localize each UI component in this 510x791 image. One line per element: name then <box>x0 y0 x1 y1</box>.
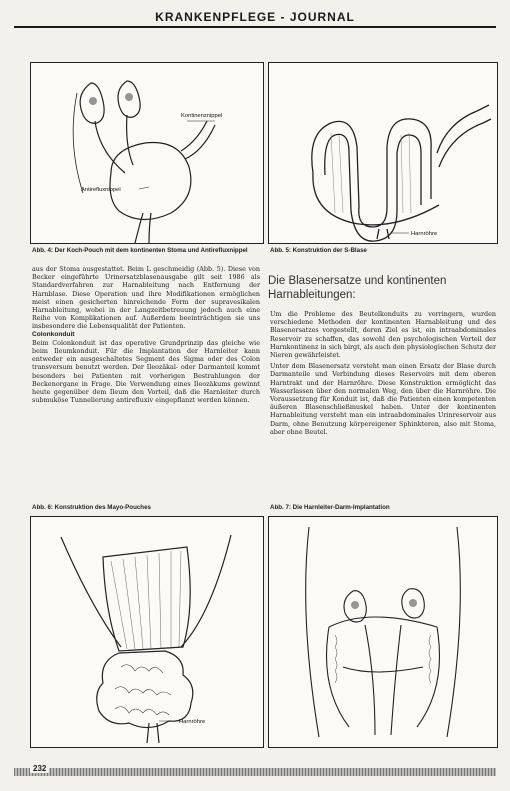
figure-4-koch-pouch <box>30 62 264 244</box>
left-text-column <box>32 265 260 404</box>
left-paragraph-2: Beim Colonkonduit ist das operative Grundprinzip das gleiche wie beim Ileumkonduit. Für die Implantation der Harnleiter kann entweder ein ausgeschaltetes Segment des Sigma oder des Colon transversum benutzt werden. Der Ileozäkal- oder Darmanteil kommt besonders bei Patienten mit vorherigen Bestrahlungen der Beckenorgane in Frage. Die Verwendung eines Ileozäkums gewinnt heute gegenüber dem Ileum den Vorteil, daß die Harnleiter durch submuköse Tunnelierung antirefluxiv eingepflanzt werden können. <box>32 338 260 405</box>
left-paragraph-1: aus der Stoma ausgestattet. Beim L geschmeidig (Abb. 5). Diese von Becker eingeführte Urinersatzblasenausgabe gilt seit 1986 als Standardverfahren zur Harnableitung nach Entfernung der Harnblase. Diese Operation und ihre Modifikationen ermöglichen meist einen gesicherten hinreichende Form der supravesikalen Harnableitung, wobei in der Langzeitbetreuung jedoch auch eine Reihe von Komplikationen auf. Außerdem beeinträchtigen sie uns insbesondere die Lebensqualität der Patienten. <box>32 265 260 331</box>
figure-6-mayo-pouch <box>30 516 264 748</box>
subhead-colonkonduit: Colonkonduit <box>32 330 75 338</box>
figure-4-drawing <box>31 63 263 243</box>
figure-6-caption: Abb. 6: Konstruktion des Mayo-Pouches <box>32 504 151 511</box>
label-harnroehre-fig6: Harnröhre <box>179 719 206 725</box>
label-harnroehre-fig5: Harnröhre <box>411 231 438 237</box>
figure-5-s-blase <box>268 62 498 244</box>
masthead: KRANKENPFLEGE - JOURNAL <box>155 10 355 24</box>
label-kontinenznippel: Kontinenznippel <box>181 113 223 119</box>
pouch-shape <box>110 143 191 220</box>
figure-7-caption: Abb. 7: Die Harnleiter-Darm-Implantation <box>270 504 390 511</box>
figure-7-implantation <box>268 516 498 748</box>
figure-4-caption: Abb. 4: Der Koch-Pouch mit dem kontinenten Stoma und Antirefluxnippel <box>32 247 248 254</box>
figure-5-drawing <box>269 63 497 243</box>
figure-7-drawing <box>269 517 497 747</box>
right-paragraph-2: Unter dem Blasenersatz versteht man einen Ersatz der Blase durch Darmanteile und Verbindung dieses Reservoirs mit dem oberen Harntrakt und der Harnröhre. Diese Konstruktion ermöglicht das Wasserlassen über den normalen Weg, den über die Harnröhre. Die Voraussetzung für Konduit ist, daß die Patienten einen kompetenten äußeren Blasenschließmuskel haben. Unter der kontinenten Harnableitung versteht man ein intraabdominales Urinreservoir aus Darm, ohne Benutzung körpereigener Sphinkteren, also mit Stoma, aber ohne Beutel. <box>270 362 496 436</box>
pouch-lower-shape <box>97 651 193 728</box>
section-heading: Die Blasenersatze und kontinenten Harnableitungen: <box>268 275 447 301</box>
colon-segment-shape <box>103 547 190 651</box>
label-antirefluxnippel: Antirefluxnippel <box>81 187 121 193</box>
footer-bar <box>14 768 496 776</box>
figure-6-drawing <box>31 517 263 747</box>
masthead-rule <box>14 26 496 28</box>
figure-5-caption: Abb. 5: Konstruktion der S-Blase <box>270 247 367 254</box>
right-text-column <box>270 310 496 436</box>
page-number: 232 <box>30 764 49 773</box>
right-paragraph-1: Um die Probleme des Beutelkonduits zu verringern, wurden verschiedene Methoden der kontinenten Harnableitung und des Blasenersatzes vorgestellt, deren Ziel es ist, ein intraabdominales Reservoir zu schaffen, das sowohl den psychologischen Vorteil der Harnkontinenz in sich birgt, als auch den physiologischen Schutz der Nieren gewährleistet. <box>270 310 496 360</box>
ureter-segment <box>437 105 489 153</box>
